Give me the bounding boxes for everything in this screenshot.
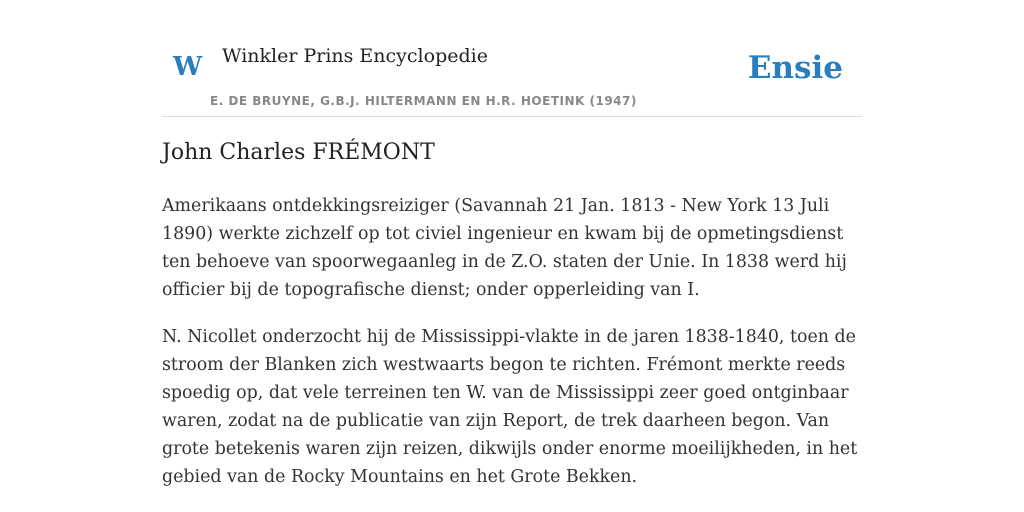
page-container (162, 0, 862, 487)
site-title-link[interactable]: Winkler Prins Encyclopedie (222, 45, 488, 67)
header (162, 0, 862, 117)
logo-w-link[interactable]: W (173, 52, 203, 82)
article-title: John Charles FRÉMONT (162, 140, 435, 165)
article-paragraph-1: Amerikaans ontdekkingsreiziger (Savannah 21 Jan. 1813 - New York 13 Juli 1890) werkte zichzelf op tot civiel ingenieur en kwam bij de opmetingsdienst ten behoeve van spoorwegaanleg in de Z.O. staten der Unie. In 1838 werd hij officier bij de topografische dienst; onder opperleiding van I. (162, 196, 847, 300)
ensie-brand-link[interactable]: Ensie (747, 50, 843, 86)
authors-line: E. DE BRUYNE, G.B.J. HILTERMANN EN H.R. HOETINK (1947) (210, 94, 637, 108)
article-paragraph-2: N. Nicollet onderzocht hij de Mississippi-vlakte in de jaren 1838-1840, toen de stroom der Blanken zich westwaarts begon te richten. Frémont merkte reeds spoedig op, dat vele terreinen ten W. van de Mississippi zeer goed ontginbaar waren, zodat na de publicatie van zijn Report, de trek daarheen begon. Van grote betekenis waren zijn reizen, dikwijls onder enorme moeilijkheden, in het gebied van de Rocky Mountains en het Grote Bekken. (162, 327, 858, 487)
